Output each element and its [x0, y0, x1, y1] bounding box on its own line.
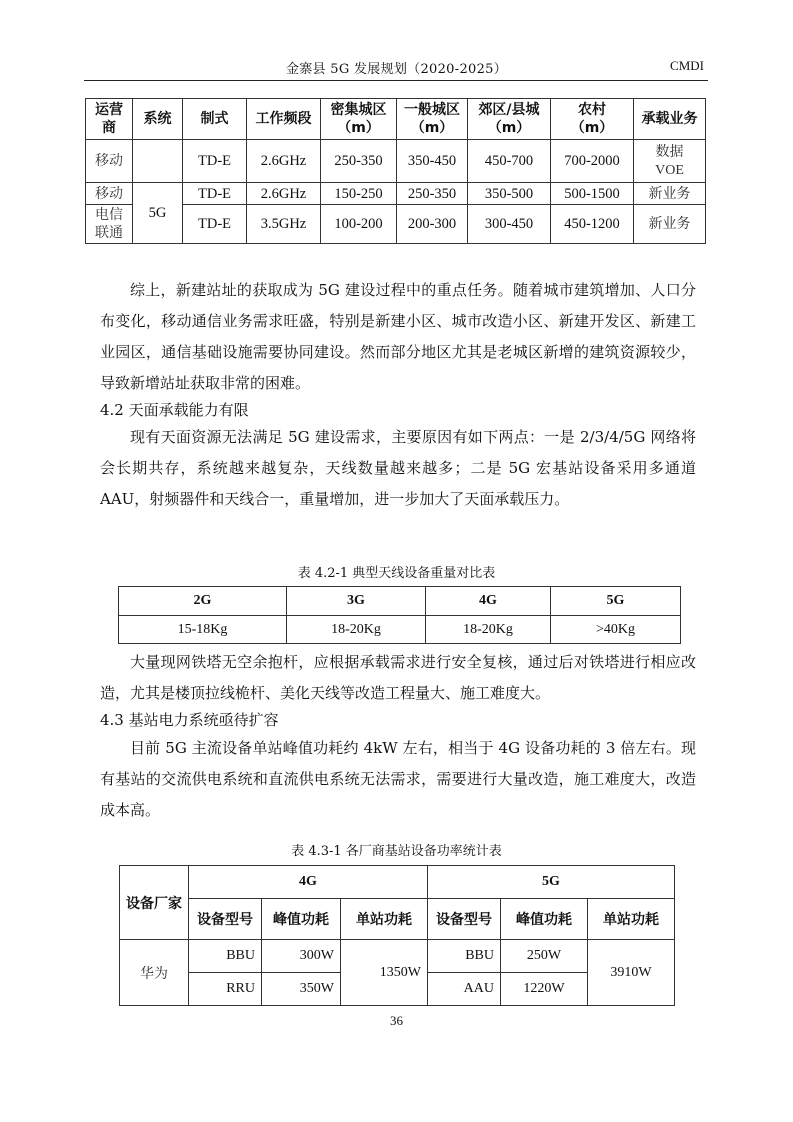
cell-band: 2.6GHz: [247, 183, 321, 205]
cell-suburb: 300-450: [468, 205, 551, 244]
paragraph-tower: [100, 647, 696, 709]
col-header-5g-model: 设备型号: [428, 899, 501, 940]
col-header-operator: 运营 商: [86, 99, 133, 140]
col-header-system: 系统: [133, 99, 183, 140]
cell-5g-station: 3910W: [588, 940, 675, 1006]
cell-dense: 100-200: [321, 205, 397, 244]
cell-service: 数据 VOE: [634, 140, 706, 183]
coverage-header-row: [86, 99, 706, 140]
cell-5g-model: BBU: [428, 940, 501, 973]
cell-4g-peak: 300W: [262, 940, 341, 973]
cell-operator: 电信 联通: [86, 205, 133, 244]
header-rule: [84, 80, 708, 81]
cell-5g-peak: 250W: [501, 940, 588, 973]
paragraph-power: [100, 733, 696, 826]
weight-header-row: [119, 587, 681, 616]
cell-4g-peak: 350W: [262, 973, 341, 1006]
cell-mode: TD-E: [183, 205, 247, 244]
table-row: [86, 140, 706, 183]
cell-system: 5G: [133, 183, 183, 244]
cell-urban: 350-450: [397, 140, 468, 183]
col-header-suburb: 郊区/县城 （m）: [468, 99, 551, 140]
col-header-4g-station: 单站功耗: [341, 899, 428, 940]
col-header-dense: 密集城区 （m）: [321, 99, 397, 140]
section-heading-4-2: 4.2 天面承载能力有限: [100, 401, 249, 419]
cell-rural: 500-1500: [551, 183, 634, 205]
cell-suburb: 450-700: [468, 140, 551, 183]
vendor-power-table: [119, 865, 675, 1006]
paragraph-summary: [100, 275, 696, 399]
cell-5g-peak: 1220W: [501, 973, 588, 1006]
cell-5g-model: AAU: [428, 973, 501, 1006]
col-header-3g: 3G: [287, 587, 426, 616]
col-header-5g: 5G: [551, 587, 681, 616]
section-heading-4-3: 4.3 基站电力系统亟待扩容: [100, 711, 279, 729]
running-header-title: 金寨县 5G 发展规划（2020-2025）: [285, 62, 508, 77]
cell-5g-weight: >40Kg: [551, 616, 681, 644]
col-header-5g-peak: 峰值功耗: [501, 899, 588, 940]
cell-urban: 250-350: [397, 183, 468, 205]
cell-vendor: 华为: [120, 940, 189, 1006]
paragraph-antenna: [100, 422, 696, 515]
col-header-5g-station: 单站功耗: [588, 899, 675, 940]
antenna-weight-table: [118, 586, 681, 644]
col-header-service: 承载业务: [634, 99, 706, 140]
cell-system: [133, 140, 183, 183]
col-header-4g-peak: 峰值功耗: [262, 899, 341, 940]
cell-rural: 450-1200: [551, 205, 634, 244]
col-header-rural: 农村 （m）: [551, 99, 634, 140]
power-sub-header-row: [120, 899, 675, 940]
cell-4g-model: RRU: [189, 973, 262, 1006]
col-header-4g-model: 设备型号: [189, 899, 262, 940]
cell-band: 3.5GHz: [247, 205, 321, 244]
cell-dense: 250-350: [321, 140, 397, 183]
table-row: [86, 183, 706, 205]
running-header-org: CMDI: [670, 58, 704, 73]
cell-dense: 150-250: [321, 183, 397, 205]
cell-4g-station: 1350W: [341, 940, 428, 1006]
col-header-4g-group: 4G: [189, 866, 428, 899]
cell-service: 新业务: [634, 183, 706, 205]
table-caption-4-3-1: 表 4.3-1 各厂商基站设备功率统计表: [291, 844, 502, 859]
cell-operator: 移动: [86, 183, 133, 205]
cell-service: 新业务: [634, 205, 706, 244]
cell-suburb: 350-500: [468, 183, 551, 205]
paragraph-text: 大量现网铁塔无空余抱杆，应根据承载需求进行安全复核，通过后对铁塔进行相应改造，尤其是楼顶拉线桅杆、美化天线等改造工程量大、施工难度大。: [100, 653, 696, 702]
paragraph-text: 综上，新建站址的获取成为 5G 建设过程中的重点任务。随着城市建筑增加、人口分布变化，移动通信业务需求旺盛，特别是新建小区、城市改造小区、新建开发区、新建工业园区，通信基础设施需要协同建设。然而部分地区尤其是老城区新增的建筑资源较少，导致新增站址获取非常的困难。: [100, 281, 696, 392]
table-row: [119, 616, 681, 644]
table-caption-4-2-1: 表 4.2-1 典型天线设备重量对比表: [297, 566, 496, 581]
col-header-2g: 2G: [119, 587, 287, 616]
col-header-vendor: 设备厂家: [120, 866, 189, 940]
cell-operator: 移动: [86, 140, 133, 183]
col-header-4g: 4G: [426, 587, 551, 616]
paragraph-text: 现有天面资源无法满足 5G 建设需求，主要原因有如下两点：一是 2/3/4/5G 网络将会长期共存，系统越来越复杂，天线数量越来越多；二是 5G 宏基站设备采用多通道 AAU，射频器件和天线合一，重量增加，进一步加大了天面承载压力。: [100, 428, 696, 508]
cell-rural: 700-2000: [551, 140, 634, 183]
cell-urban: 200-300: [397, 205, 468, 244]
cell-2g-weight: 15-18Kg: [119, 616, 287, 644]
cell-mode: TD-E: [183, 183, 247, 205]
table-row: [120, 940, 675, 973]
coverage-table: [85, 98, 706, 244]
cell-4g-weight: 18-20Kg: [426, 616, 551, 644]
cell-3g-weight: 18-20Kg: [287, 616, 426, 644]
cell-mode: TD-E: [183, 140, 247, 183]
col-header-band: 工作频段: [247, 99, 321, 140]
power-group-header-row: [120, 866, 675, 899]
cell-4g-model: BBU: [189, 940, 262, 973]
col-header-urban: 一般城区 （m）: [397, 99, 468, 140]
page-number: 36: [390, 1013, 403, 1028]
cell-band: 2.6GHz: [247, 140, 321, 183]
paragraph-text: 目前 5G 主流设备单站峰值功耗约 4kW 左右，相当于 4G 设备功耗的 3 倍左右。现有基站的交流供电系统和直流供电系统无法需求，需要进行大量改造，施工难度大，改造成本高。: [100, 739, 696, 819]
col-header-5g-group: 5G: [428, 866, 675, 899]
col-header-mode: 制式: [183, 99, 247, 140]
